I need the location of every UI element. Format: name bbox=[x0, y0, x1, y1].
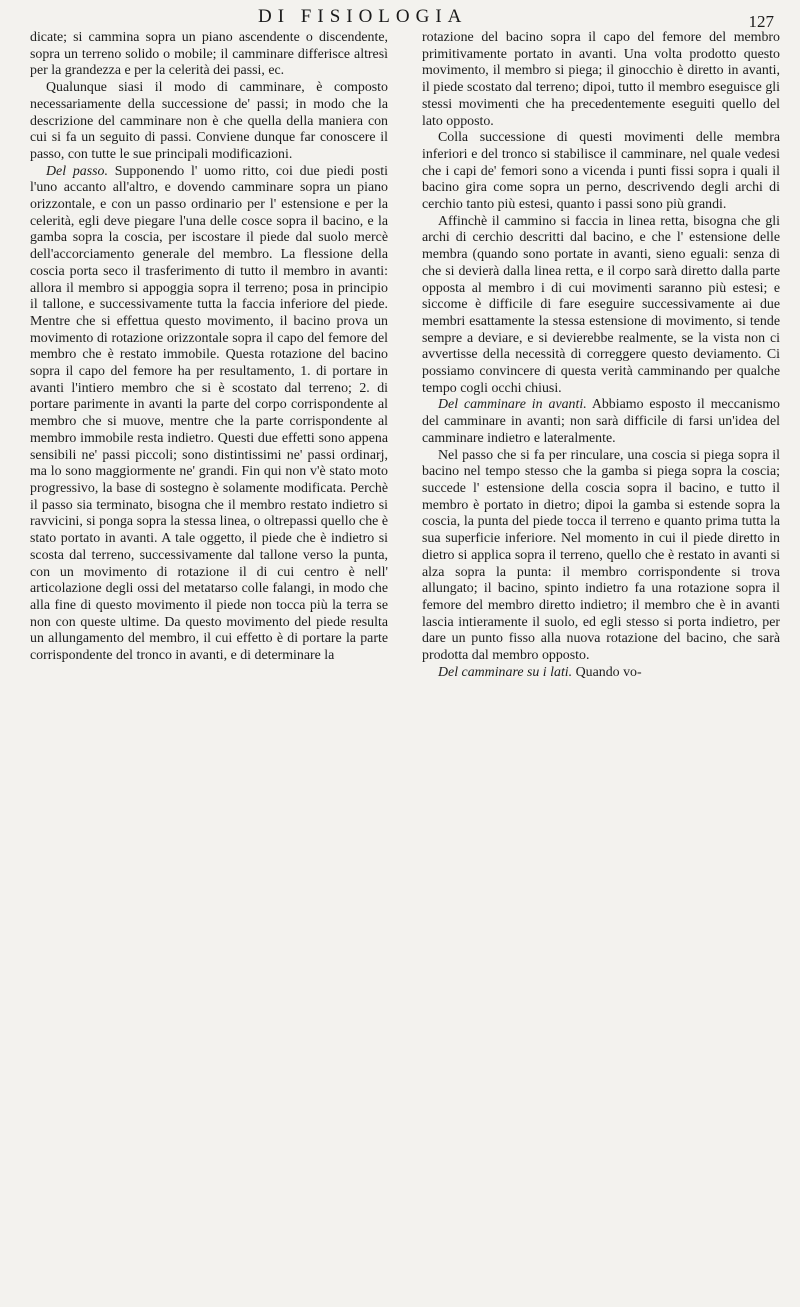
paragraph: rotazione del bacino sopra il capo del femore del membro primitivamente portato in avanti. Una volta prodotto questo movimento, il membro si piega; il ginocchio è diretto in avanti, il piede scostato dal terreno; dipoi, tutto il membro eseguisce gli stessi movimenti che ha precedentemente eseguiti quello del lato opposto. bbox=[422, 30, 780, 129]
section-heading: Del camminare in avanti. bbox=[438, 397, 587, 413]
section-heading: Del camminare su i lati. bbox=[438, 664, 573, 680]
paragraph: Del camminare in avanti. Abbiamo esposto il meccanismo del camminare in avanti; non sarà difficile di farsi un'idea del camminare indietro e lateralmente. bbox=[422, 397, 780, 446]
right-column bbox=[422, 30, 780, 681]
running-title: DI FISIOLOGIA bbox=[258, 6, 468, 27]
paragraph: Colla successione di questi movimenti delle membra inferiori e del tronco si stabilisce il camminare, nel quale vedesi che i capi de' femori sono a vicenda i punti fissi sopra i quali il bacino gira come sopra un perno, descrivendo degli archi di cerchio tanto più estesi, quanto i passi sono più grandi. bbox=[422, 130, 780, 213]
left-column bbox=[30, 30, 388, 681]
paragraph: dicate; si cammina sopra un piano ascendente o discendente, sopra un terreno solido o mobile; il camminare differisce altresì per la grandezza e per la celerità dei passi, ec. bbox=[30, 30, 388, 79]
text-columns bbox=[30, 30, 780, 681]
paragraph: Del camminare su i lati. Quando vo- bbox=[438, 664, 642, 680]
section-heading: Del passo. bbox=[46, 163, 108, 179]
paragraph: Qualunque siasi il modo di camminare, è composto necessariamente della successione de' passi; in modo che la descrizione del camminare non è che quella della maniera con cui si fa un seguito di passi. Conviene dunque far conoscere il passo, con tutte le sue principali modificazioni. bbox=[30, 80, 388, 162]
paragraph: Del passo. Supponendo l' uomo ritto, coi due piedi posti l'uno accanto all'altro, e dovendo camminare sopra un piano orizzontale, e con un passo ordinario per l' estensione e per la celerità, egli deve piegare l'una delle cosce sopra il bacino, e la gamba sopra la coscia, per iscostare il piede dal suolo mercè dell'accorciamento generale del membro. La flessione della coscia porta seco il trasferimento di tutto il membro in avanti: allora il membro si appoggia sopra il terreno; posa in principio il tallone, e successivamente tutta la faccia inferiore del piede. Mentre che si effettua questo movimento, il bacino prova un movimento di rotazione orizzontale sopra il capo del femore del membro che è restato immobile. Questa rotazione del bacino sopra il capo del femore ha per resultamento, 1. di portare in avanti l'intiero membro che si è scostato dal terreno; 2. di portare parimente in avanti la parte del corpo corrispondente al membro che si muove, mentre che la parte corrispondente al membro immobile resta indietro. Questi due effetti sono appena sensibili ne' passi piccoli; sono distintissimi ne' passi ordinarj, ma lo sono maggiormente ne' grandi. Fin qui non v'è stato moto progressivo, la base di sostegno è solamente modificata. Perchè il passo sia terminato, bisogna che il membro restato indietro si ravvicini, si ponga sopra la stessa linea, o oltrepassi quello che è stato portato in avanti. A tale oggetto, il piede che è indietro si scosta dal terreno, successivamente dal tallone verso la punta, con un movimento di rotazione il di cui centro è nell' articolazione degli ossi del metatarso colle falangi, in modo che alla fine di questo movimento il piede non tocca più la terra se non con queste ultime. Da questo movimento del piede resulta un allungamento del membro, il cui effetto è di portare la parte corrispondente del tronco in avanti, e di determinare la bbox=[30, 163, 389, 664]
paragraph: Affinchè il cammino si faccia in linea retta, bisogna che gli archi di cerchio descritti dal bacino, e che l' estensione delle membra (quando sono portate in avanti, sieno eguali: senza di che si devierà dalla linea retta, e il corpo sarà diretto dalla parte opposta al membro i di cui movimenti saranno più estesi; e siccome è difficile di fare eseguire successivamente ai due membri esattamente la stessa estensione di movimento, si tende sempre a deviare, e si devierebbe realmente, se la vista non ci avvertisse della necessità di correggere questo deviamento. Ci possiamo convincere di questa verità camminando per qualche tempo cogli occhi chiusi. bbox=[422, 213, 780, 396]
page-number: 127 bbox=[748, 12, 774, 31]
paragraph: Nel passo che si fa per rinculare, una coscia si piega sopra il bacino nel tempo stesso che la gamba si piega sopra la coscia; succede l' estensione della coscia sopra il bacino, e tutto il membro è portato in dietro; dipoi la gamba si estende sopra la coscia, la punta del piede tocca il terreno e quanto prima tutta la sua superficie inferiore. Nel momento in cui il piede diretto in dietro si applica sopra il terreno, quello che è restato in avanti si alza sopra la punta: il membro corrispondente si trova allungato; il bacino, spinto indietro fa una rotazione sopra il femore del membro diretto indietro; il membro che è in avanti lascia intieramente il suolo, ed egli stesso si porta indietro, per dare un punto fisso alla nuova rotazione del bacino, che sarà prodotta dal membro opposto. bbox=[422, 447, 780, 664]
